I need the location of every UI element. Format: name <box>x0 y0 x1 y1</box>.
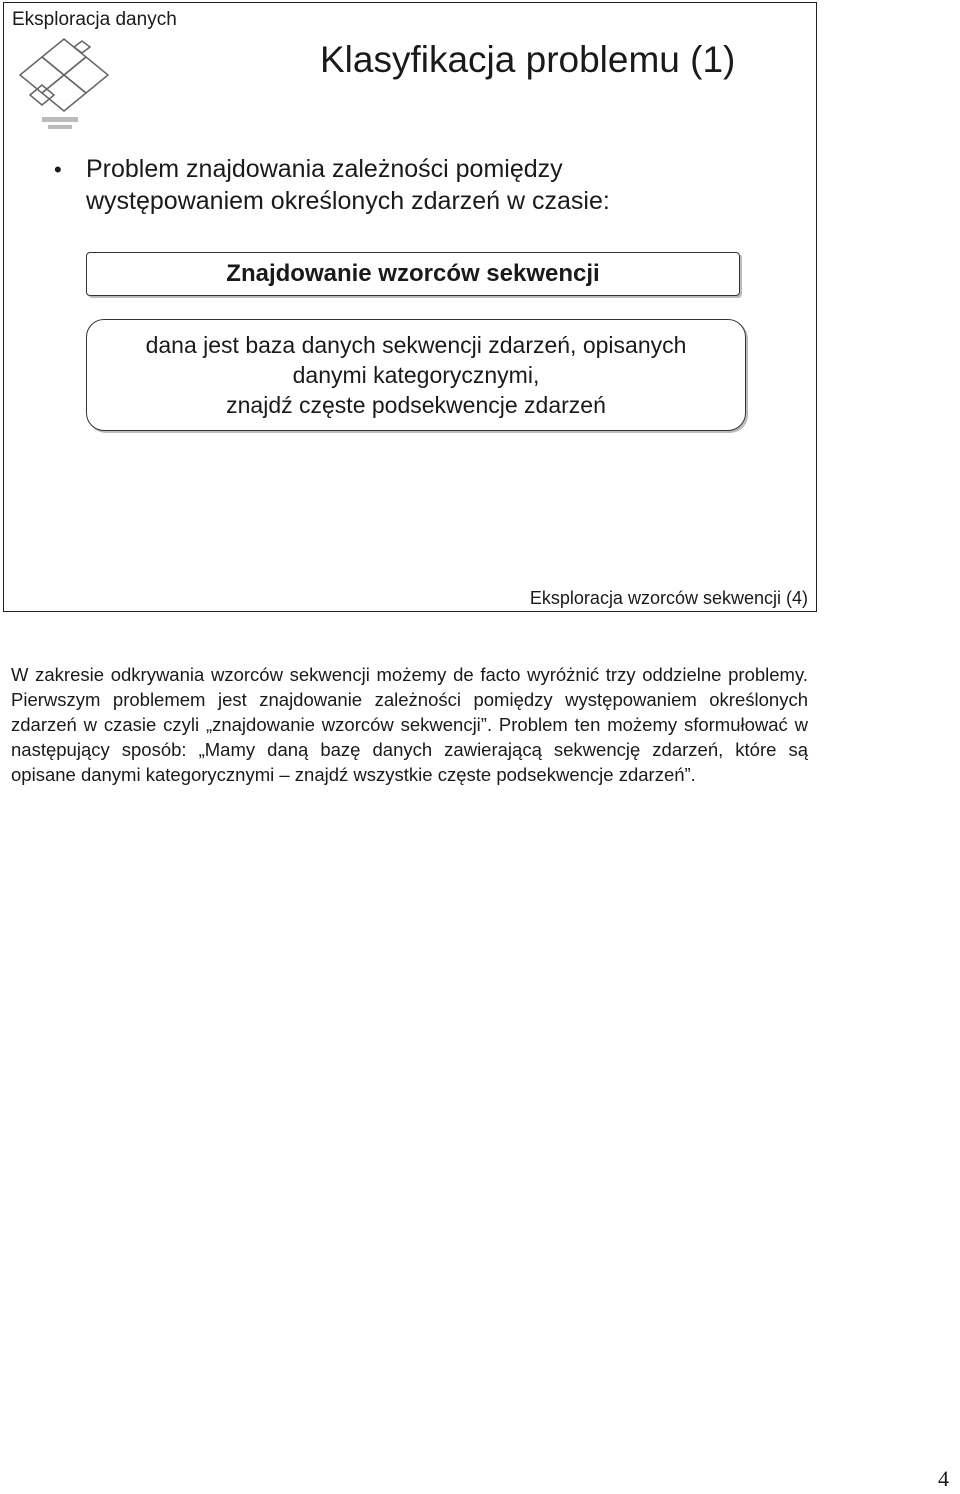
bullet-line: Problem znajdowania zależności pomiędzy <box>86 155 563 183</box>
box-description-line: dana jest baza danych sekwencji zdarzeń, opisanych <box>145 332 687 358</box>
box-description-line: danymi kategorycznymi, <box>292 362 540 388</box>
slide-header-label: Eksploracja danych <box>12 9 177 30</box>
grid-logo-icon <box>12 35 112 135</box>
bullet-dot: • <box>54 157 62 182</box>
box-title: Znajdowanie wzorców sekwencji <box>86 252 740 296</box>
box-description <box>86 319 746 431</box>
slide-footer-label: Eksploracja wzorców sekwencji (4) <box>529 588 808 608</box>
page-number: 4 <box>938 1466 949 1491</box>
slide-frame <box>3 2 817 612</box>
notes-paragraph: W zakresie odkrywania wzorców sekwencji możemy de facto wyróżnić trzy oddzielne problemy. Pierwszym problemem jest znajdowanie zależności pomiędzy występowaniem określonych zdarzeń w czasie czyli „znajdowanie wzorców sekwencji”. Problem ten możemy sformułować w następujący sposób: „Mamy daną bazę danych zawierającą sekwencję zdarzeń, które są opisane danymi kategorycznymi – znajdź wszystkie częste podsekwencje zdarzeń”. <box>11 664 808 785</box>
bullet-line: występowaniem określonych zdarzeń w czasie: <box>86 187 610 215</box>
box-description-line: znajdź częste podsekwencje zdarzeń <box>226 392 606 418</box>
bullet-text <box>86 153 786 217</box>
slide-title: Klasyfikacja problemu (1) <box>320 39 736 80</box>
